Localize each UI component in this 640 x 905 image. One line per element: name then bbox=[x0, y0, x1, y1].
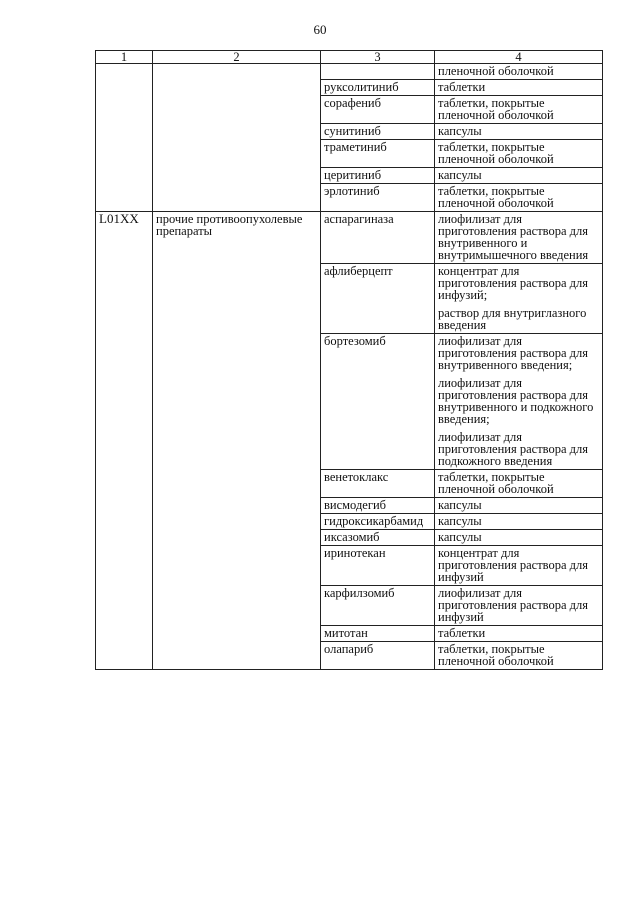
drug-form: капсулы bbox=[438, 498, 482, 512]
header-row bbox=[96, 51, 603, 64]
drug-form-cell bbox=[435, 168, 603, 184]
drug-form: лиофилизат для приготовления раствора для внутривенного и подкожного введения; bbox=[438, 376, 594, 426]
group-cell-empty bbox=[153, 80, 321, 96]
drug-name: карфилзомиб bbox=[321, 586, 435, 626]
drug-form: капсулы bbox=[438, 530, 482, 544]
code-cell-empty bbox=[96, 80, 153, 96]
drug-name: сунитиниб bbox=[321, 124, 435, 140]
drug-form-cell bbox=[435, 96, 603, 124]
group-cell-empty bbox=[153, 168, 321, 184]
drug-form: таблетки, покрытые пленочной оболочкой bbox=[438, 96, 554, 122]
drug-form-cell bbox=[435, 642, 603, 670]
drug-row bbox=[96, 168, 603, 184]
code-cell-empty bbox=[96, 140, 153, 168]
code-cell-empty bbox=[96, 168, 153, 184]
drug-name: олапариб bbox=[321, 642, 435, 670]
drug-form: таблетки bbox=[438, 626, 486, 640]
drug-name: висмодегиб bbox=[321, 498, 435, 514]
atc-code: L01XX bbox=[96, 212, 153, 670]
drug-name: иринотекан bbox=[321, 546, 435, 586]
drug-row bbox=[96, 80, 603, 96]
group-cell-empty bbox=[153, 140, 321, 168]
drug-form: капсулы bbox=[438, 514, 482, 528]
drug-name: руксолитиниб bbox=[321, 80, 435, 96]
group-cell-empty bbox=[153, 124, 321, 140]
code-cell-empty bbox=[96, 96, 153, 124]
drug-form-cell bbox=[435, 184, 603, 212]
drug-form-cell bbox=[435, 546, 603, 586]
drug-name: бортезомиб bbox=[321, 334, 435, 470]
continuation-row bbox=[96, 64, 603, 80]
drug-row bbox=[96, 212, 603, 264]
drug-row bbox=[96, 140, 603, 168]
drug-row bbox=[96, 184, 603, 212]
group-name: прочие противоопухолевые препараты bbox=[153, 212, 321, 670]
group-cell-empty bbox=[153, 184, 321, 212]
code-cell-empty bbox=[96, 124, 153, 140]
drug-name: венетоклакс bbox=[321, 470, 435, 498]
drug-name-empty bbox=[321, 64, 435, 80]
drug-name: аспарагиназа bbox=[321, 212, 435, 264]
drug-name: афлиберцепт bbox=[321, 264, 435, 334]
drug-name: сорафениб bbox=[321, 96, 435, 124]
group-cell-empty bbox=[153, 64, 321, 80]
drug-form: концентрат для приготовления раствора для инфузий bbox=[438, 546, 588, 584]
page-number: 60 bbox=[313, 22, 327, 37]
drug-form: капсулы bbox=[438, 124, 482, 138]
drug-form-cell bbox=[435, 626, 603, 642]
drug-name: митотан bbox=[321, 626, 435, 642]
drug-form-cell bbox=[435, 140, 603, 168]
drug-form: капсулы bbox=[438, 168, 482, 182]
drug-form: лиофилизат для приготовления раствора для внутривенного и внутримышечного введения bbox=[438, 212, 589, 262]
drug-form: лиофилизат для приготовления раствора для инфузий bbox=[438, 586, 588, 624]
drug-form: концентрат для приготовления раствора для инфузий; bbox=[438, 264, 588, 302]
drug-form-cell bbox=[435, 264, 603, 334]
drug-form-cell bbox=[435, 80, 603, 96]
drug-name: церитиниб bbox=[321, 168, 435, 184]
drug-row bbox=[96, 96, 603, 124]
drug-form: раствор для внутриглазного введения bbox=[438, 306, 587, 332]
drug-form: таблетки, покрытые пленочной оболочкой bbox=[438, 642, 554, 668]
drug-form-cell bbox=[435, 586, 603, 626]
drug-name: траметиниб bbox=[321, 140, 435, 168]
drug-form-cell bbox=[435, 498, 603, 514]
drug-form: лиофилизат для приготовления раствора для внутривенного введения; bbox=[438, 334, 588, 372]
drug-form: пленочной оболочкой bbox=[438, 64, 554, 78]
drug-name: иксазомиб bbox=[321, 530, 435, 546]
drug-form-cell bbox=[435, 124, 603, 140]
drug-form: таблетки, покрытые пленочной оболочкой bbox=[438, 140, 554, 166]
drug-table bbox=[95, 50, 603, 670]
code-cell-empty bbox=[96, 64, 153, 80]
drug-name: эрлотиниб bbox=[321, 184, 435, 212]
header-col-4: 4 bbox=[435, 51, 603, 64]
drug-name: гидроксикарбамид bbox=[321, 514, 435, 530]
drug-form-cell bbox=[435, 470, 603, 498]
drug-form: таблетки, покрытые пленочной оболочкой bbox=[438, 184, 554, 210]
code-cell-empty bbox=[96, 184, 153, 212]
group-cell-empty bbox=[153, 96, 321, 124]
drug-row bbox=[96, 124, 603, 140]
header-col-1: 1 bbox=[96, 51, 153, 64]
drug-form-cell bbox=[435, 530, 603, 546]
drug-form: лиофилизат для приготовления раствора для подкожного введения bbox=[438, 430, 588, 468]
drug-form-cell bbox=[435, 212, 603, 264]
drug-form-cell bbox=[435, 64, 603, 80]
header-col-2: 2 bbox=[153, 51, 321, 64]
drug-form: таблетки bbox=[438, 80, 486, 94]
drug-form-cell bbox=[435, 514, 603, 530]
drug-form-cell bbox=[435, 334, 603, 470]
header-col-3: 3 bbox=[321, 51, 435, 64]
drug-form: таблетки, покрытые пленочной оболочкой bbox=[438, 470, 554, 496]
